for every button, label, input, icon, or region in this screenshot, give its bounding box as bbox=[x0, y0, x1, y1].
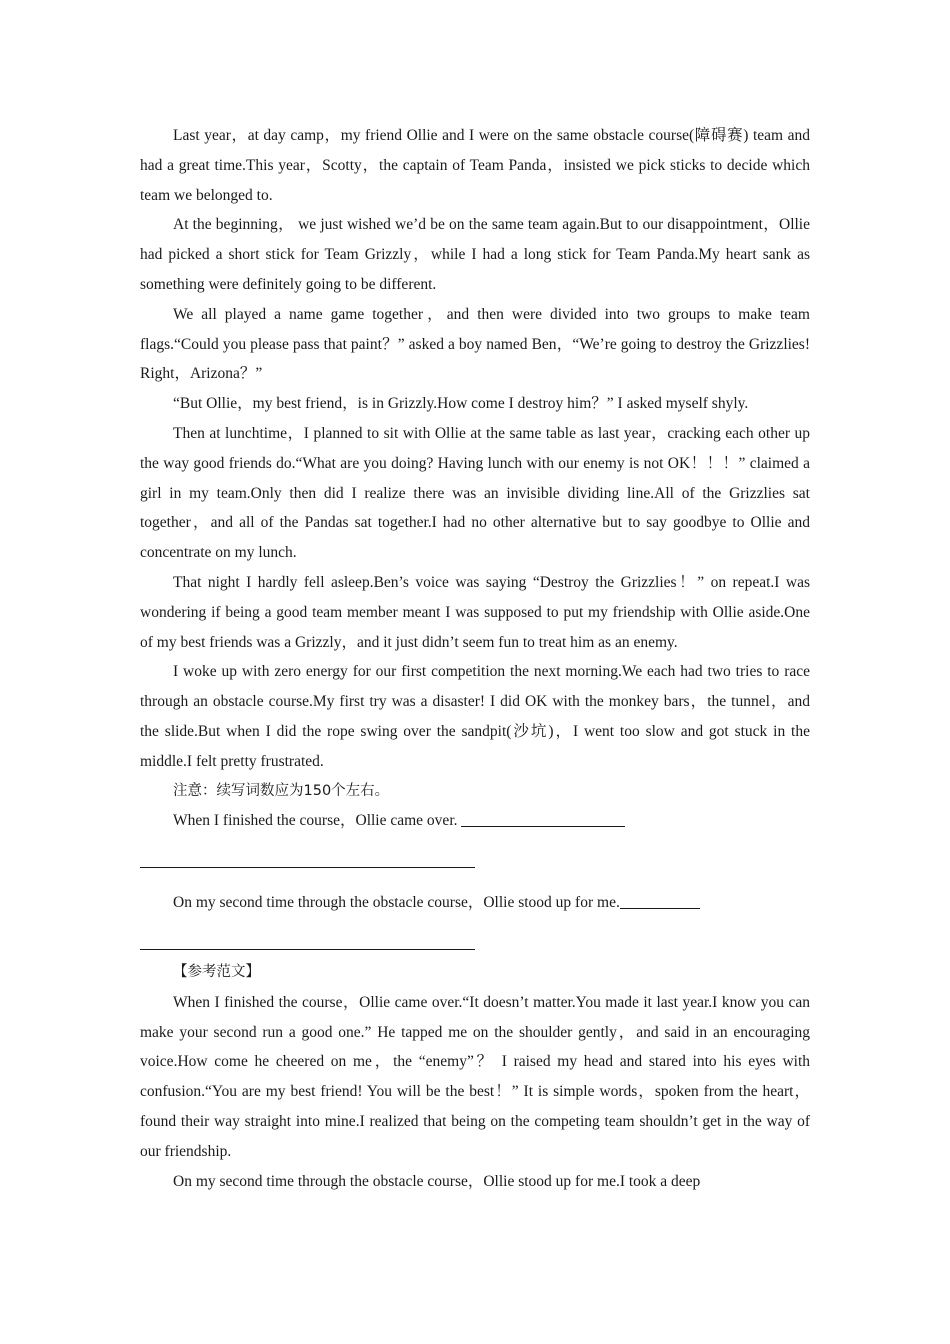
reference-paragraph: On my second time through the obstacle course，Ollie stood up for me.I took a deep bbox=[173, 1172, 701, 1190]
reference-heading: 【参考范文】 bbox=[173, 963, 260, 980]
spacer bbox=[140, 836, 810, 866]
answer-blank-1 bbox=[461, 825, 625, 827]
spacer bbox=[140, 918, 810, 948]
prompt-2-text: On my second time through the obstacle course，Ollie stood up for me. bbox=[173, 894, 620, 912]
passage-paragraph: Then at lunchtime，I planned to sit with Ollie at the same table as last year，cracking each other up the way good friends do.“What are you doing? Having lunch with our enemy is not OK！！！” claimed a girl in my team.Only then did I realize there was an invisible dividing line.All of the Grizzlies sat together，and all of the Pandas sat together.I had no other alternative but to say goodbye to Ollie and concentrate on my lunch. bbox=[140, 424, 810, 562]
passage-paragraph: We all played a name game together，and then were divided into two groups to make team flags.“Could you please pass that paint？” asked a boy named Ben，“We’re going to destroy the Grizzlies! Right，Arizona？” bbox=[140, 305, 810, 383]
continuation-prompt-2 bbox=[140, 888, 810, 918]
answer-line-2 bbox=[140, 948, 475, 950]
passage-paragraph: I woke up with zero energy for our first competition the next morning.We each had two tries to race through an obstacle course.My first try was a disaster! I did OK with the monkey bars，the tunnel，and the slide.But when I did the rope swing over the sandpit(沙坑)，I went too slow and got stuck in the middle.I felt pretty frustrated. bbox=[140, 663, 810, 770]
answer-blank-2 bbox=[620, 907, 700, 909]
passage-paragraph: “But Ollie，my best friend，is in Grizzly.How come I destroy him？” I asked myself shyly. bbox=[173, 395, 749, 413]
prompt-1-text: When I finished the course，Ollie came over. bbox=[173, 812, 458, 830]
reference-paragraph: When I finished the course，Ollie came over.“It doesn’t matter.You made it last year.I know you can make your second run a good one.” He tapped me on the shoulder gently，and said in an encouraging voice.How come he cheered on me，the “enemy”？ I raised my head and stared into his eyes with confusion.“You are my best friend! You will be the best！” It is simple words，spoken from the heart，found their way straight into mine.I realized that being on the competing team shouldn’t get in the way of our friendship. bbox=[140, 993, 810, 1160]
answer-line-1 bbox=[140, 866, 475, 868]
passage-paragraph: Last year，at day camp，my friend Ollie and I were on the same obstacle course(障碍赛) team and had a great time.This year，Scotty，the captain of Team Panda，insisted we pick sticks to decide which team we belonged to. bbox=[140, 127, 810, 204]
word-count-note: 注意：续写词数应为150个左右。 bbox=[173, 782, 390, 799]
continuation-prompt-1 bbox=[140, 806, 810, 836]
document-page bbox=[140, 121, 810, 1196]
passage-paragraph: At the beginning， we just wished we’d be on the same team again.But to our disappointment，Ollie had picked a short stick for Team Grizzly，while I had a long stick for Team Panda.My heart sank as something were definitely going to be different. bbox=[140, 216, 810, 293]
passage-paragraph: That night I hardly fell asleep.Ben’s voice was saying “Destroy the Grizzlies！” on repeat.I was wondering if being a good team member meant I was supposed to put my friendship with Ollie aside.One of my best friends was a Grizzly，and it just didn’t seem fun to treat him as an enemy. bbox=[140, 573, 810, 651]
